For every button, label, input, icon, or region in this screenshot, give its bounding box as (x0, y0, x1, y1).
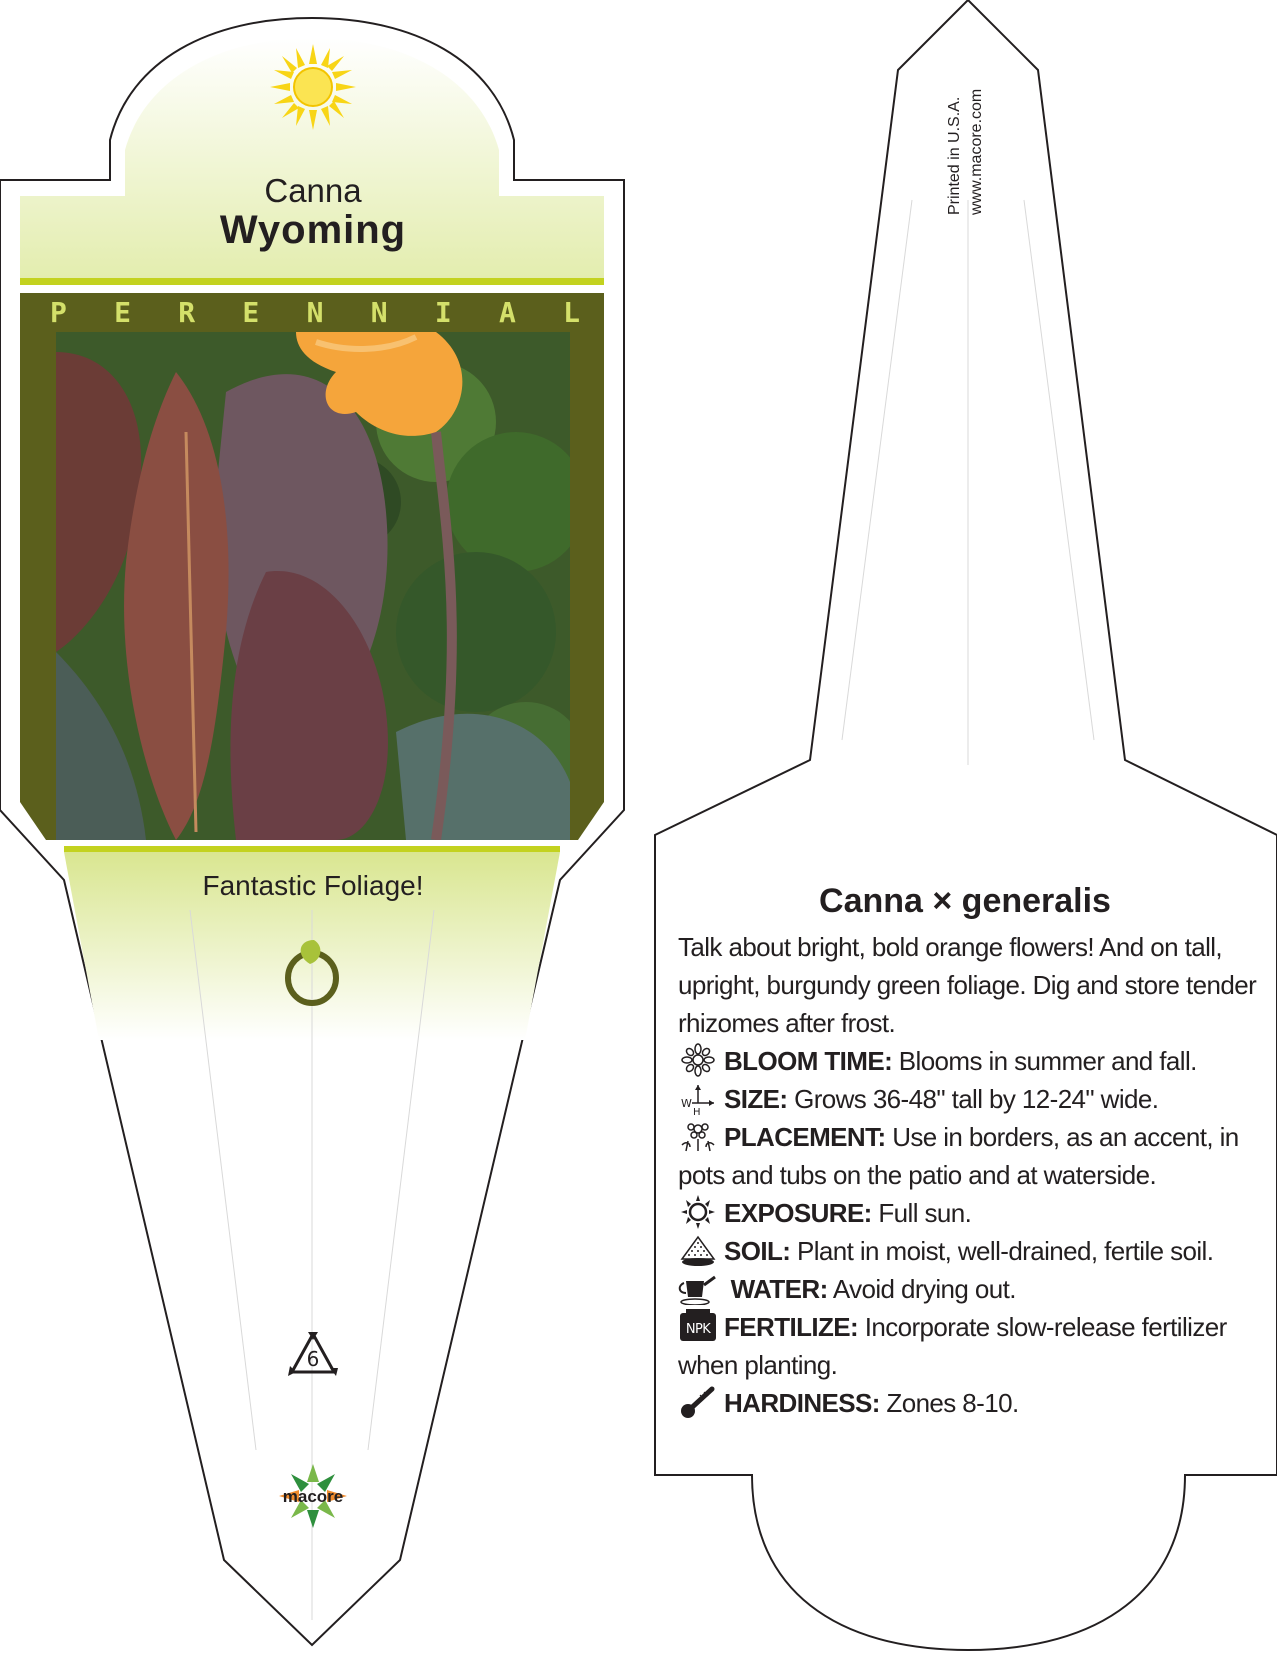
category-letter: L (563, 296, 580, 329)
attribute-value: Avoid drying out. (832, 1274, 1016, 1304)
npk-label: NPK (685, 1322, 711, 1337)
category-letter: P (50, 296, 67, 329)
lime-band-top (20, 278, 604, 285)
printed-in: Printed in U.S.A. (946, 96, 963, 215)
macore-logo-icon (272, 1462, 354, 1530)
attribute-label: FERTILIZE: (724, 1312, 859, 1342)
attribute-hardiness (678, 1384, 1260, 1422)
plant-photo (56, 332, 570, 840)
plant-cultivar: Wyoming (219, 208, 407, 252)
attribute-value: Full sun. (878, 1198, 972, 1228)
flower-icon (678, 1043, 718, 1077)
attribute-label: WATER: (730, 1274, 828, 1304)
size-h: H (693, 1107, 700, 1115)
attribute-value: Zones 8-10. (886, 1388, 1019, 1418)
print-info (944, 89, 988, 215)
attribute-soil (678, 1232, 1260, 1270)
website: www.macore.com (968, 88, 985, 215)
plant-genus: Canna (264, 172, 362, 209)
attribute-fertilize (678, 1308, 1260, 1384)
brand-name: macore (282, 1487, 344, 1506)
scientific-name: Canna × generalis (819, 882, 1111, 920)
attribute-size (678, 1080, 1260, 1118)
category-letter: I (434, 296, 452, 329)
seedling-icon (284, 936, 340, 1006)
attribute-value: Plant in moist, well-drained, fertile soil. (796, 1236, 1214, 1266)
attribute-water (678, 1270, 1260, 1308)
thermometer-icon (678, 1385, 718, 1419)
attribute-label: HARDINESS: (724, 1388, 880, 1418)
attribute-label: SIZE: (724, 1084, 788, 1114)
attribute-value: Use in borders, as an accent, in pots and tubs on the patio and at waterside. (678, 1122, 1239, 1190)
attribute-bloom-time (678, 1042, 1260, 1080)
sun-icon (270, 44, 356, 130)
description: Talk about bright, bold orange flowers! And on tall, upright, burgundy green foliage. Dig and store tender rhizomes after frost. (678, 932, 1257, 1038)
category-letter: R (178, 296, 196, 329)
category-letter: E (114, 296, 131, 329)
recycle-icon (286, 1330, 340, 1380)
tagline: Fantastic Foliage! (202, 870, 424, 901)
soil-icon (678, 1233, 718, 1267)
npk-icon (678, 1309, 718, 1343)
sun-outline-icon (678, 1195, 718, 1229)
category-letter: A (498, 296, 516, 329)
attribute-value: Incorporate slow-release fertilizer when planting. (678, 1312, 1227, 1380)
recycle-code: 6 (306, 1347, 320, 1371)
size-w: W (681, 1097, 692, 1110)
watering-can-icon (678, 1271, 718, 1305)
attribute-value: Grows 36-48" tall by 12-24" wide. (794, 1084, 1159, 1114)
placement-icon (678, 1119, 718, 1153)
attribute-label: EXPOSURE: (724, 1198, 872, 1228)
attribute-exposure (678, 1194, 1260, 1232)
category-label (50, 296, 580, 329)
attribute-label: BLOOM TIME: (724, 1046, 893, 1076)
attribute-label: SOIL: (724, 1236, 791, 1266)
category-letter: N (370, 296, 388, 329)
size-icon (678, 1081, 718, 1115)
lime-band-bottom (64, 846, 560, 852)
category-letter: N (306, 296, 324, 329)
attribute-label: PLACEMENT: (724, 1122, 886, 1152)
attribute-placement (678, 1118, 1260, 1194)
description-block (678, 928, 1260, 1422)
attribute-value: Blooms in summer and fall. (898, 1046, 1197, 1076)
category-letter: E (242, 296, 260, 329)
